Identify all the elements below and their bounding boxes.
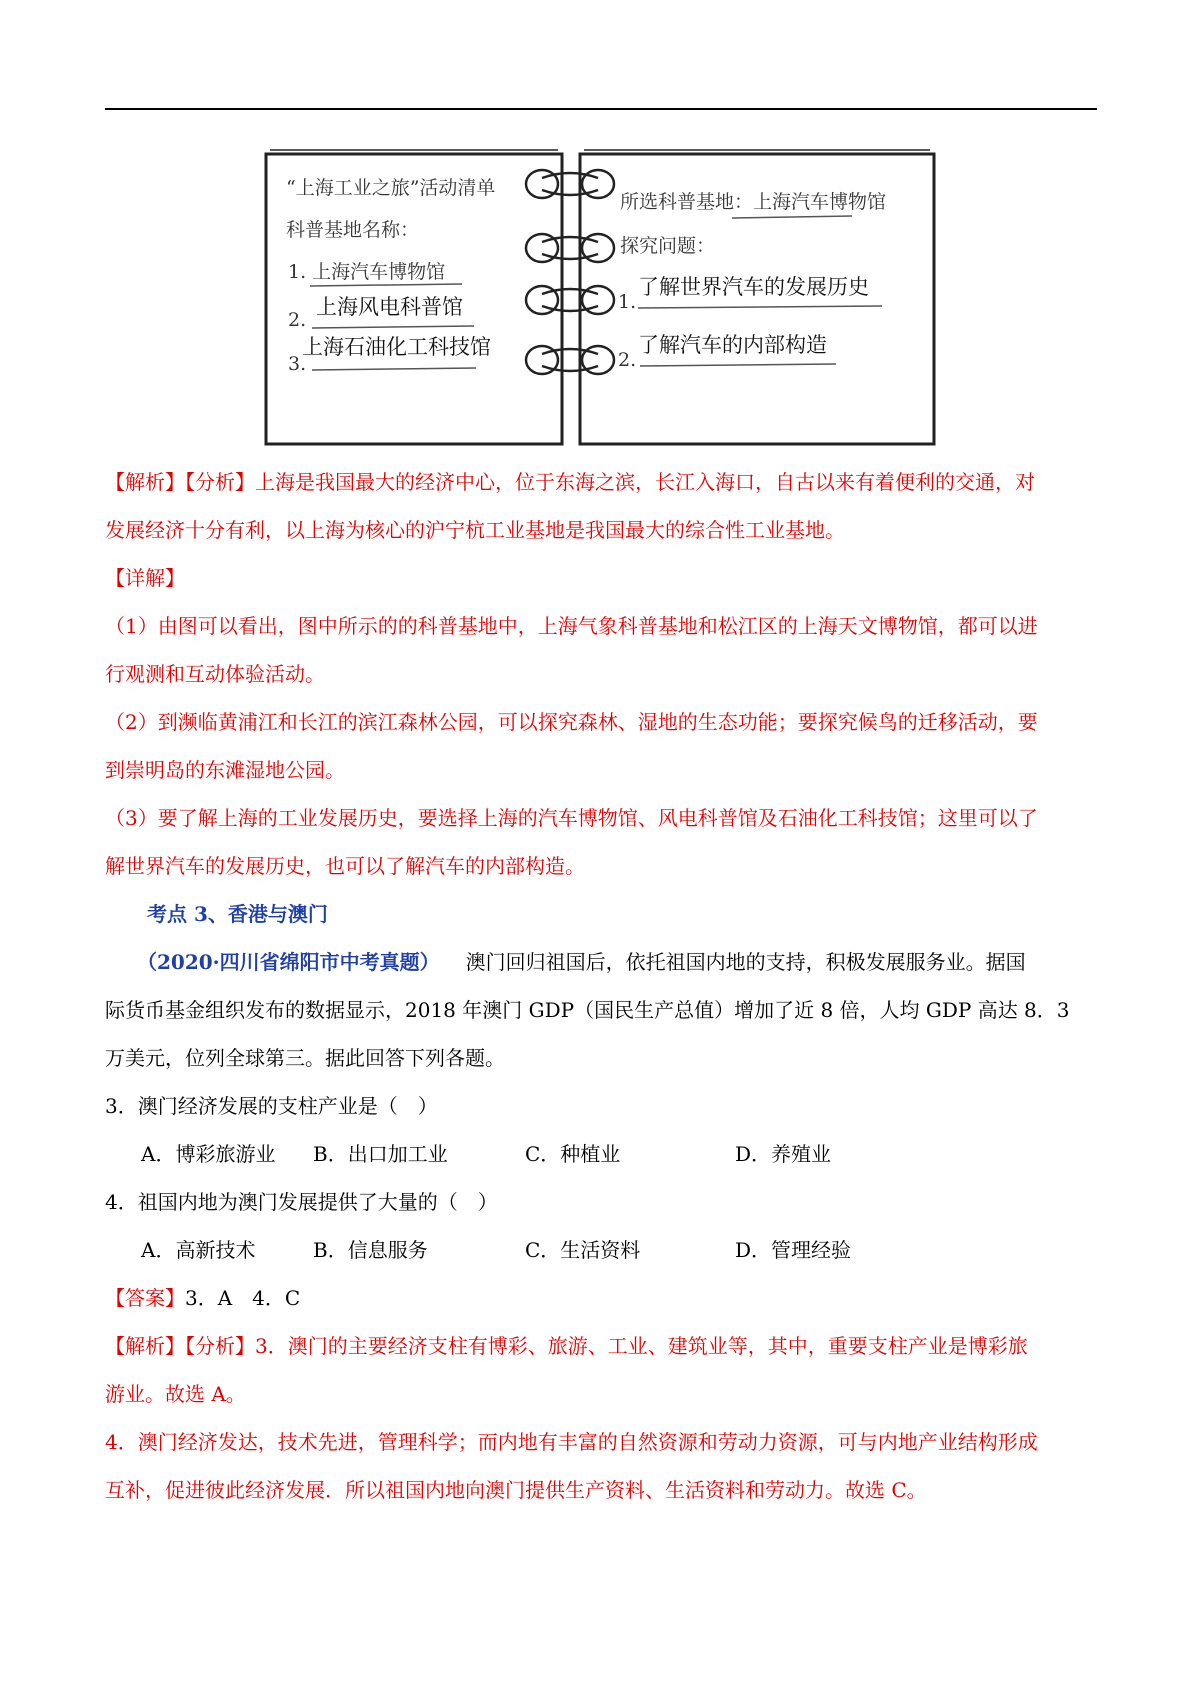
detail-paragraph-3	[105, 794, 1097, 890]
question-4-stem: 4．祖国内地为澳门发展提供了大量的（ ）	[105, 1190, 498, 1214]
question-intro	[105, 938, 1097, 1082]
analysis-paragraph-1	[105, 458, 1097, 554]
detail-paragraph-2	[105, 698, 1097, 794]
intro-line: 际货币基金组织发布的数据显示，2018 年澳门 GDP（国民生产总值）增加了近 8 倍，人均 GDP 高达 8．3	[105, 998, 1070, 1022]
question-num-2: 2.	[618, 349, 637, 371]
answer-text: 3．A 4．C	[185, 1286, 301, 1310]
option-d: D．管理经验	[735, 1238, 852, 1262]
analysis-line: 4．澳门经济发达，技术先进，管理科学；而内地有丰富的自然资源和劳动力资源，可与内地产业结构形成	[105, 1430, 1038, 1454]
detail-line: （2）到濒临黄浦江和长江的滨江森林公园，可以探究森林、湿地的生态功能；要探究候鸟的迁移活动，要	[105, 710, 1038, 734]
question-2: 了解汽车的内部构造	[638, 333, 827, 357]
answer-line	[105, 1274, 1097, 1322]
list-title: “上海工业之旅”活动清单	[286, 177, 496, 199]
document-body	[105, 458, 1097, 1514]
question-num-1: 1.	[618, 291, 637, 313]
answer-tag: 【答案】	[105, 1286, 185, 1310]
research-label: 探究问题：	[620, 235, 716, 257]
list-subtitle: 科普基地名称：	[286, 219, 420, 241]
analysis-tag: 【解析】【分析】	[105, 470, 255, 494]
intro-line: 澳门回归祖国后，依托祖国内地的支持，积极发展服务业。据国	[465, 950, 1026, 974]
question-3-stem: 3．澳门经济发展的支柱产业是（ ）	[105, 1094, 438, 1118]
detail-line: （1）由图可以看出，图中所示的的科普基地中，上海气象科普基地和松江区的上海天文博物馆，都可以进	[105, 614, 1038, 638]
section-title: 考点 3、香港与澳门	[147, 902, 328, 926]
option-c: C．种植业	[525, 1142, 621, 1166]
header-rule	[105, 108, 1097, 110]
option-a: A．高新技术	[141, 1238, 256, 1262]
activity-notebook-figure	[262, 148, 938, 450]
analysis-paragraph-3	[105, 1418, 1097, 1514]
detail-line: （3）要了解上海的工业发展历史，要选择上海的汽车博物馆、风电科普馆及石油化工科技馆；这里可以了	[105, 806, 1038, 830]
list-item-3: 上海石油化工科技馆	[302, 335, 491, 359]
list-item-1: 1. 上海汽车博物馆	[288, 261, 446, 283]
question-3-options	[105, 1130, 1097, 1178]
option-b: B．信息服务	[313, 1238, 428, 1262]
analysis-line: 3．澳门的主要经济支柱有博彩、旅游、工业、建筑业等，其中，重要支柱产业是博彩旅	[255, 1334, 1028, 1358]
analysis-line: 上海是我国最大的经济中心，位于东海之滨，长江入海口，自古以来有着便利的交通，对	[255, 470, 1035, 494]
option-a: A．博彩旅游业	[141, 1142, 276, 1166]
list-item-2: 上海风电科普馆	[316, 295, 463, 319]
list-num-3: 3.	[288, 353, 307, 375]
analysis-line: 互补，促进彼此经济发展．所以祖国内地向澳门提供生产资料、生活资料和劳动力。故选 C。	[105, 1478, 927, 1502]
detail-line: 到崇明岛的东滩湿地公园。	[105, 758, 345, 782]
analysis-paragraph-2	[105, 1322, 1097, 1418]
notebook-drawing	[262, 148, 938, 450]
analysis-line: 游业。故选 A。	[105, 1382, 246, 1406]
option-c: C．生活资料	[525, 1238, 641, 1262]
detail-line: 解世界汽车的发展历史，也可以了解汽车的内部构造。	[105, 854, 585, 878]
option-b: B．出口加工业	[313, 1142, 448, 1166]
analysis-tag: 【解析】【分析】	[105, 1334, 255, 1358]
analysis-line: 发展经济十分有利，以上海为核心的沪宁杭工业基地是我国最大的综合性工业基地。	[105, 518, 845, 542]
question-1: 了解世界汽车的发展历史	[638, 275, 869, 299]
intro-line: 万美元，位列全球第三。据此回答下列各题。	[105, 1046, 505, 1070]
list-num-2: 2.	[288, 309, 307, 331]
detail-line: 行观测和互动体验活动。	[105, 662, 325, 686]
option-d: D．养殖业	[735, 1142, 832, 1166]
detail-paragraph-1	[105, 602, 1097, 698]
selected-base: 所选科普基地：上海汽车博物馆	[620, 191, 887, 213]
question-4-options	[105, 1226, 1097, 1274]
detail-tag: 【详解】	[105, 566, 185, 590]
question-source: （2020·四川省绵阳市中考真题）	[137, 950, 440, 974]
